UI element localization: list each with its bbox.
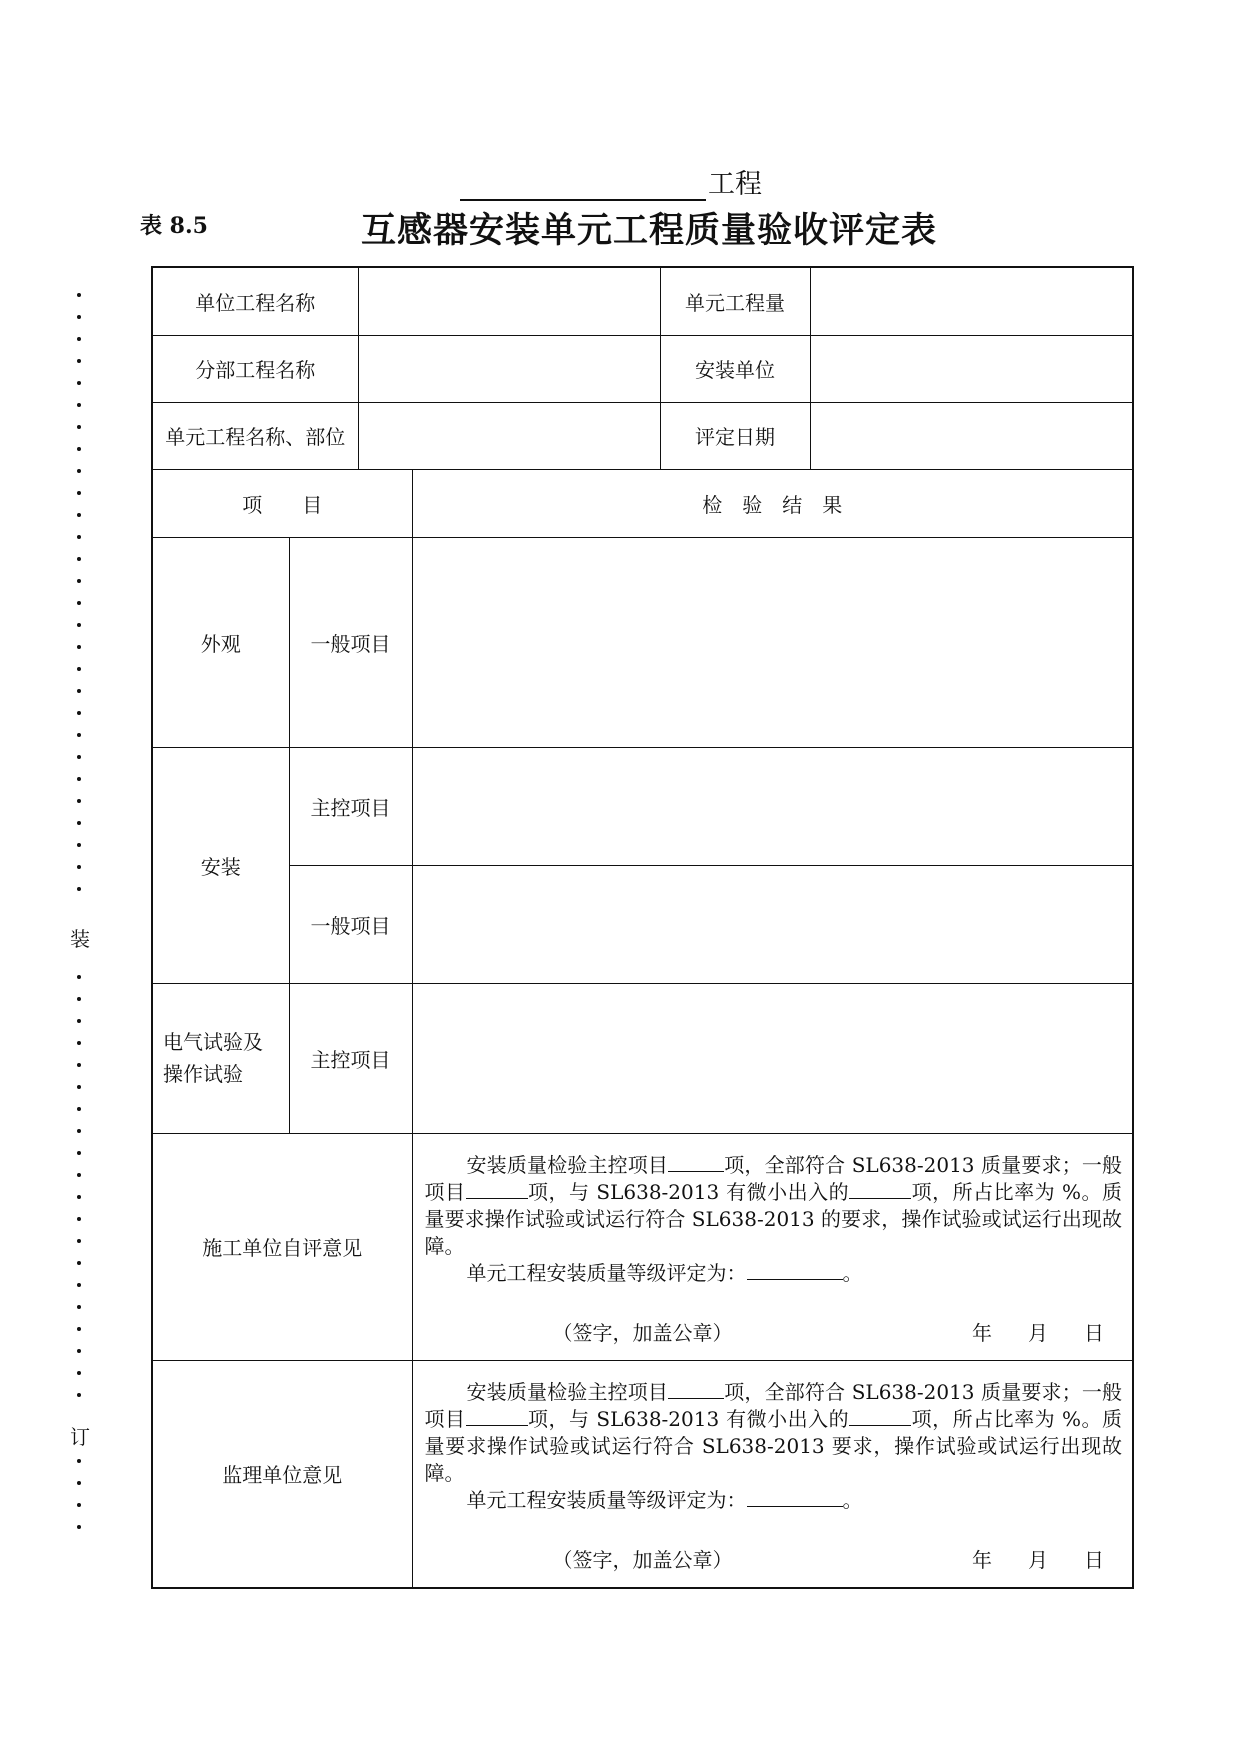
general-count-blank[interactable] xyxy=(466,1407,528,1426)
binding-dot xyxy=(77,1371,81,1375)
table-header-row xyxy=(152,469,1133,537)
result-appearance-general[interactable] xyxy=(412,537,1133,747)
binding-dot xyxy=(77,1503,81,1507)
binding-dot xyxy=(77,557,81,561)
binding-dot xyxy=(77,887,81,891)
binding-dot xyxy=(77,711,81,715)
date-line: 年 月 日 xyxy=(972,1320,1104,1345)
supervisor-opinion-text: 安装质量检验主控项目 项，全部符合 SL638-2013 质量要求；一般项目 项，与 SL638-2013 有微小出入的 项，所占比率为 %。质量要求操作试验或试运行符合 SL638-2013 要求，操作试验或试运行出现故障。 xyxy=(424,1379,1123,1485)
binding-dot xyxy=(77,689,81,693)
header-result: 检 验 结 果 xyxy=(412,469,1133,537)
binding-dot xyxy=(77,293,81,297)
item-main-control: 主控项目 xyxy=(289,747,412,865)
table-row xyxy=(152,537,1133,747)
binding-dot xyxy=(77,1085,81,1089)
binding-dot xyxy=(77,733,81,737)
grade-blank[interactable] xyxy=(747,1488,843,1507)
label-unit-quantity: 单元工程量 xyxy=(660,267,810,335)
item-general: 一般项目 xyxy=(289,865,412,983)
binding-dot xyxy=(77,1393,81,1397)
contractor-grade-line: 单元工程安装质量等级评定为： 。 xyxy=(466,1260,863,1285)
main-count-blank[interactable] xyxy=(668,1153,724,1172)
table-row xyxy=(152,267,1133,335)
general-count-blank[interactable] xyxy=(466,1180,528,1199)
document-title: 互感器安装单元工程质量验收评定表 xyxy=(361,210,938,251)
supervisor-grade-line: 单元工程安装质量等级评定为： 。 xyxy=(466,1487,863,1512)
project-suffix: 工程 xyxy=(708,169,762,200)
table-number: 表 8.5 xyxy=(140,213,208,239)
table-row xyxy=(152,335,1133,402)
header-item: 项 目 xyxy=(152,469,412,537)
result-electrical-main[interactable] xyxy=(412,983,1133,1133)
result-installation-general[interactable] xyxy=(412,865,1133,983)
binding-dot xyxy=(77,799,81,803)
binding-dot xyxy=(77,1239,81,1243)
binding-char-top: 装 xyxy=(70,927,90,951)
project-name-line xyxy=(460,162,762,201)
binding-dot xyxy=(77,865,81,869)
field-element-name[interactable] xyxy=(358,402,660,469)
binding-margin xyxy=(70,293,90,1553)
binding-dot xyxy=(77,359,81,363)
main-count-blank[interactable] xyxy=(668,1380,724,1399)
binding-dot xyxy=(77,997,81,1001)
field-install-unit[interactable] xyxy=(810,335,1133,402)
binding-dot xyxy=(77,1173,81,1177)
binding-dot xyxy=(77,425,81,429)
binding-dot xyxy=(77,975,81,979)
table-row xyxy=(152,1133,1133,1360)
label-contractor-opinion: 施工单位自评意见 xyxy=(152,1133,412,1360)
date-line: 年 月 日 xyxy=(972,1547,1104,1572)
binding-dot xyxy=(77,1525,81,1529)
item-general: 一般项目 xyxy=(289,537,412,747)
table-row xyxy=(152,747,1133,865)
label-supervisor-opinion: 监理单位意见 xyxy=(152,1360,412,1588)
section-electrical-line2: 操作试验 xyxy=(163,1062,243,1086)
item-main-control: 主控项目 xyxy=(289,983,412,1133)
section-electrical-test xyxy=(152,983,289,1133)
signature-stamp-note: （签字，加盖公章） xyxy=(552,1320,733,1345)
field-division-name[interactable] xyxy=(358,335,660,402)
binding-dot xyxy=(77,1041,81,1045)
binding-dot xyxy=(77,579,81,583)
supervisor-opinion-cell xyxy=(412,1360,1133,1588)
signature-stamp-note: （签字，加盖公章） xyxy=(552,1547,733,1572)
binding-dot xyxy=(77,601,81,605)
binding-dot xyxy=(77,1349,81,1353)
table-row xyxy=(152,402,1133,469)
binding-dot xyxy=(77,491,81,495)
binding-dot xyxy=(77,1327,81,1331)
binding-dot xyxy=(77,447,81,451)
binding-dot xyxy=(77,315,81,319)
binding-dot xyxy=(77,843,81,847)
binding-dot xyxy=(77,513,81,517)
binding-dot xyxy=(77,1481,81,1485)
label-install-unit: 安装单位 xyxy=(660,335,810,402)
binding-dot xyxy=(77,535,81,539)
deviation-count-blank[interactable] xyxy=(849,1180,911,1199)
deviation-count-blank[interactable] xyxy=(849,1407,911,1426)
binding-char-bottom: 订 xyxy=(70,1425,90,1449)
binding-dot xyxy=(77,1305,81,1309)
binding-dot xyxy=(77,623,81,627)
field-unit-project-name[interactable] xyxy=(358,267,660,335)
binding-dot xyxy=(77,337,81,341)
field-eval-date[interactable] xyxy=(810,402,1133,469)
label-unit-project-name: 单位工程名称 xyxy=(152,267,358,335)
binding-dot xyxy=(77,381,81,385)
binding-dot xyxy=(77,1261,81,1265)
binding-dot xyxy=(77,1129,81,1133)
binding-dot xyxy=(77,1063,81,1067)
table-row xyxy=(152,1360,1133,1588)
binding-dot xyxy=(77,1107,81,1111)
label-eval-date: 评定日期 xyxy=(660,402,810,469)
project-name-blank[interactable] xyxy=(460,171,706,201)
binding-dot xyxy=(77,1195,81,1199)
field-unit-quantity[interactable] xyxy=(810,267,1133,335)
evaluation-table xyxy=(151,266,1134,1589)
binding-dot xyxy=(77,1459,81,1463)
label-element-name: 单元工程名称、部位 xyxy=(152,402,358,469)
section-electrical-line1: 电气试验及 xyxy=(163,1030,263,1054)
table-row xyxy=(152,983,1133,1133)
binding-dot xyxy=(77,1019,81,1023)
result-installation-main[interactable] xyxy=(412,747,1133,865)
binding-dot xyxy=(77,403,81,407)
binding-dot xyxy=(77,1283,81,1287)
table-row xyxy=(152,865,1133,983)
grade-blank[interactable] xyxy=(747,1261,843,1280)
contractor-opinion-text: 安装质量检验主控项目 项，全部符合 SL638-2013 质量要求；一般项目 项，与 SL638-2013 有微小出入的 项，所占比率为 %。质量要求操作试验或试运行符合 SL638-2013 的要求，操作试验或试运行出现故障。 xyxy=(424,1152,1123,1258)
binding-dot xyxy=(77,821,81,825)
binding-dot xyxy=(77,777,81,781)
binding-dot xyxy=(77,1151,81,1155)
binding-dot xyxy=(77,645,81,649)
binding-dot xyxy=(77,469,81,473)
section-appearance: 外观 xyxy=(152,537,289,747)
section-installation: 安装 xyxy=(152,747,289,983)
contractor-opinion-cell xyxy=(412,1133,1133,1360)
binding-dot xyxy=(77,755,81,759)
binding-dot xyxy=(77,1217,81,1221)
binding-dot xyxy=(77,667,81,671)
label-division-name: 分部工程名称 xyxy=(152,335,358,402)
